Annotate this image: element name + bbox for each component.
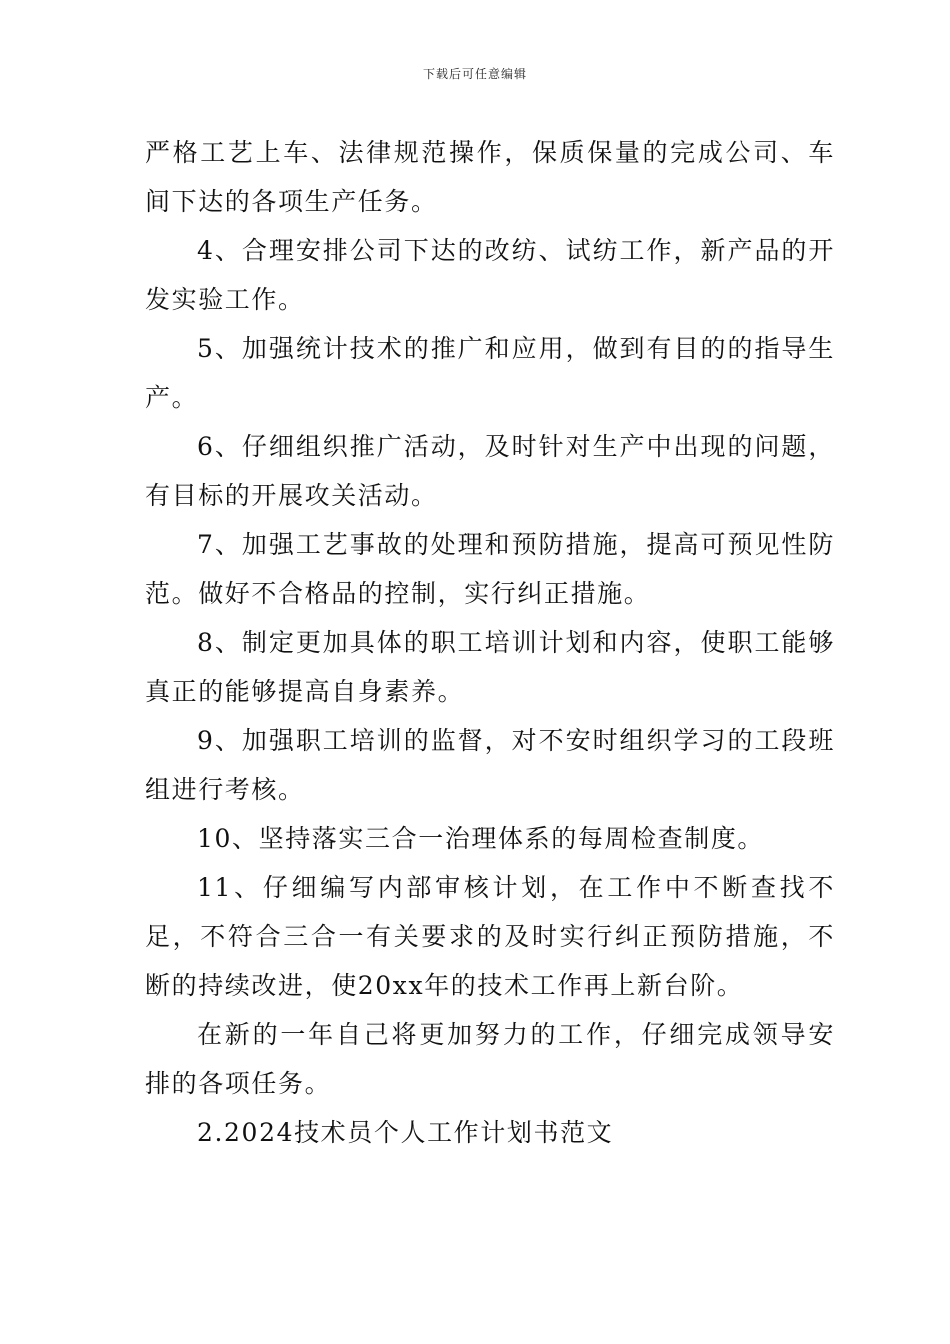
paragraph-closing: 在新的一年自己将更加努力的工作，仔细完成领导安排的各项任务。 (145, 1020, 835, 1098)
page-header: 下载后可任意编辑 (422, 67, 527, 81)
paragraph-item-11: 11、仔细编写内部审核计划，在工作中不断查找不足，不符合三合一有关要求的及时实行纠正预防措施，不断的持续改进，使20xx年的技术工作再上新台阶。 (145, 873, 835, 1000)
paragraph-item-7: 7、加强工艺事故的处理和预防措施，提高可预见性防范。做好不合格品的控制，实行纠正措施。 (145, 530, 835, 608)
section-heading: 2.2024技术员个人工作计划书范文 (197, 1118, 614, 1147)
paragraph-item-6: 6、仔细组织推广活动，及时针对生产中出现的问题，有目标的开展攻关活动。 (145, 432, 835, 510)
paragraph-item-8: 8、制定更加具体的职工培训计划和内容，使职工能够真正的能够提高自身素养。 (145, 628, 835, 706)
document-body (145, 128, 835, 1157)
paragraph-item-4: 4、合理安排公司下达的改纺、试纺工作，新产品的开发实验工作。 (145, 236, 835, 314)
paragraph-item-9: 9、加强职工培训的监督，对不安时组织学习的工段班组进行考核。 (145, 726, 835, 804)
paragraph-item-5: 5、加强统计技术的推广和应用，做到有目的的指导生产。 (145, 334, 835, 412)
paragraph-continuation: 严格工艺上车、法律规范操作，保质保量的完成公司、车间下达的各项生产任务。 (145, 138, 835, 216)
paragraph-item-10: 10、坚持落实三合一治理体系的每周检查制度。 (197, 824, 765, 853)
